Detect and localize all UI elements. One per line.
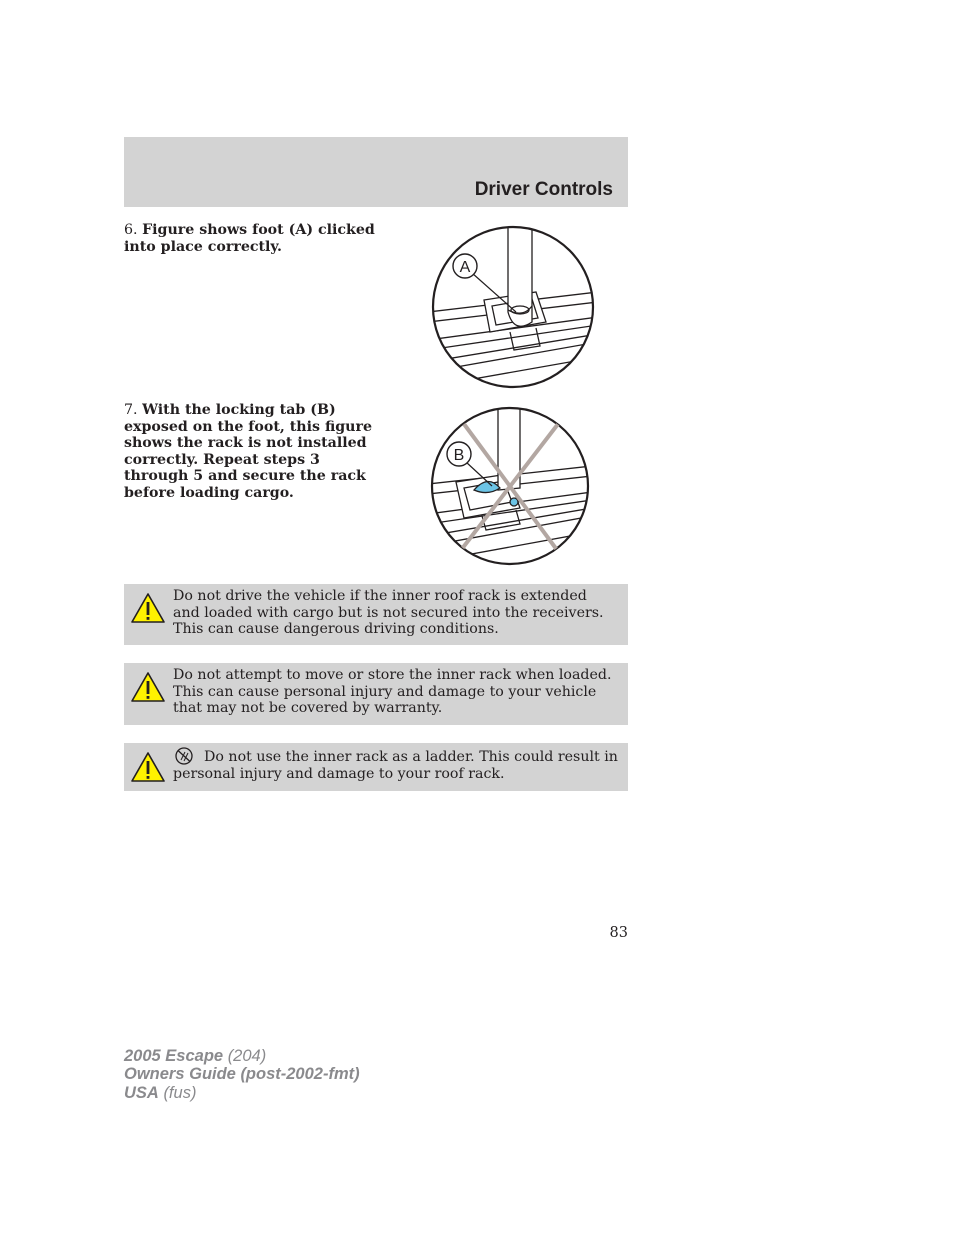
- warning-box-1: [124, 584, 628, 645]
- warning-text: Do not drive the vehicle if the inner roof rack is extended and loaded with cargo but is not secured into the receivers. This can cause dangerous driving conditions.: [173, 588, 604, 637]
- figure-label-b: B: [453, 447, 465, 464]
- warning-box-3: [124, 743, 628, 791]
- footer-model: 2005 Escape: [124, 1047, 224, 1065]
- warning-triangle-icon: [130, 751, 166, 783]
- step-7: [124, 402, 386, 501]
- warning-triangle-icon: [130, 671, 166, 703]
- step-number: 7.: [124, 402, 138, 418]
- figure-label-a: A: [459, 259, 471, 276]
- step-6: [124, 222, 386, 255]
- section-title: Driver Controls: [474, 179, 613, 200]
- step-text: With the locking tab (B) exposed on the foot, this figure shows the rack is not installed correctly. Repeat steps 3 through 5 and secure the rack before loading cargo.: [124, 402, 372, 501]
- warning-box-2: [124, 663, 628, 725]
- footer-model-code: (204): [227, 1047, 267, 1065]
- no-ladder-icon: [173, 747, 195, 765]
- page-number: 83: [609, 925, 628, 941]
- footer-guide: Owners Guide (post-2002-fmt): [124, 1065, 360, 1084]
- footer-market: USA: [124, 1083, 159, 1102]
- tab-exposed-figure: [428, 404, 592, 568]
- warning-text: Do not attempt to move or store the inner rack when loaded. This can cause personal injury and damage to your vehicle that may not be covered by warranty.: [173, 667, 612, 716]
- document-footer: [124, 1047, 360, 1102]
- step-text: Figure shows foot (A) clicked into place correctly.: [124, 222, 375, 255]
- section-header-band: [124, 137, 628, 207]
- warning-triangle-icon: [130, 592, 166, 624]
- warning-text: Do not use the inner rack as a ladder. This could result in personal injury and damage to your roof rack.: [173, 749, 618, 782]
- step-number: 6.: [124, 222, 138, 238]
- footer-market-code: (fus): [163, 1083, 197, 1102]
- foot-clicked-figure: [428, 222, 598, 392]
